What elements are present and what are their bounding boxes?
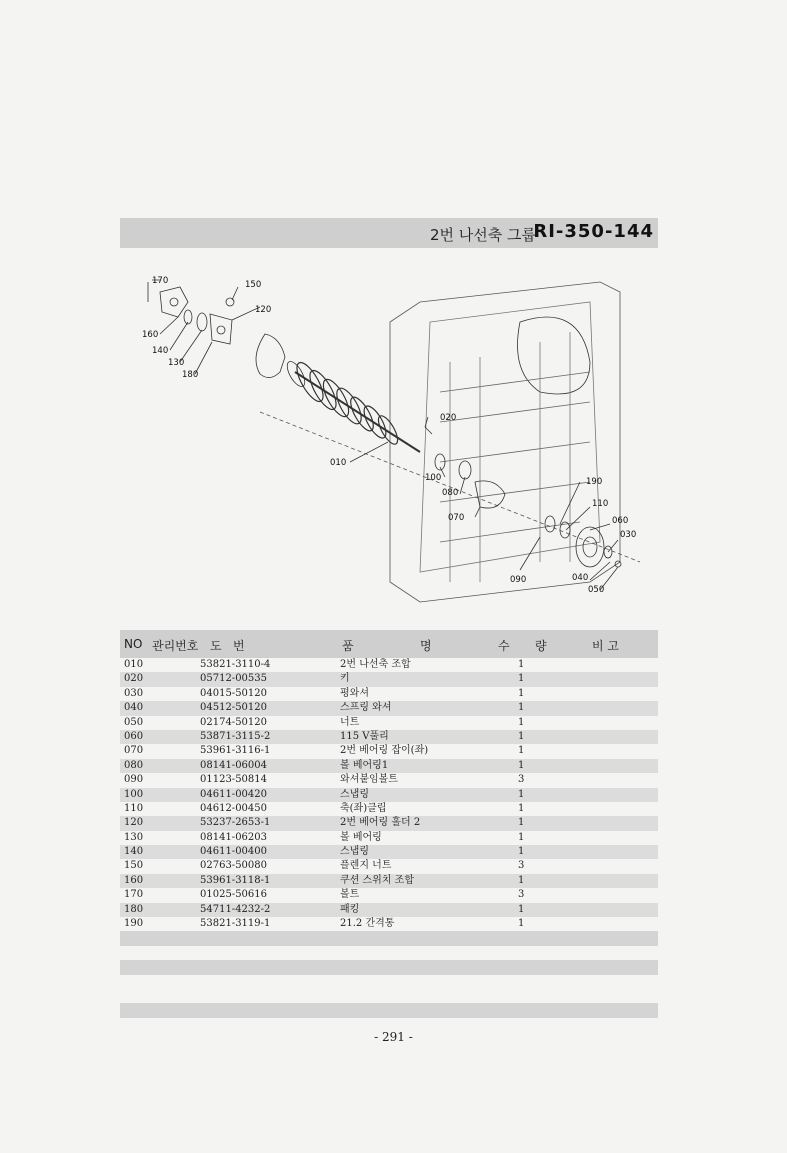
- drawing-no: 04015-50120: [200, 687, 268, 699]
- table-row: [120, 730, 658, 744]
- part-no: 030: [124, 687, 144, 699]
- table-row: [120, 701, 658, 715]
- callout-label: 190: [586, 477, 603, 487]
- drawing-no: 53237-2653-1: [200, 817, 271, 829]
- table-row: [120, 859, 658, 873]
- callout-label: 080: [442, 488, 459, 498]
- callout-label: 010: [330, 458, 347, 468]
- part-name: 볼트: [340, 889, 360, 901]
- table-row: [120, 903, 658, 917]
- table-row: [120, 687, 658, 701]
- table-row: [120, 744, 658, 758]
- page-number: - 291 -: [374, 1030, 413, 1044]
- quantity: 1: [518, 716, 525, 728]
- part-name: 플렌지 너트: [340, 860, 392, 872]
- table-row: [120, 716, 658, 730]
- table-row: [120, 874, 658, 888]
- header-remarks: 비 고: [592, 639, 619, 653]
- table-header: [120, 630, 658, 658]
- part-name: 쿠션 스위치 조합: [340, 874, 414, 886]
- quantity: 3: [518, 860, 525, 872]
- header-qty-2: 량: [535, 639, 547, 653]
- callout-label: 150: [245, 280, 262, 290]
- part-name: 평와셔: [340, 687, 369, 699]
- callout-label: 130: [168, 358, 185, 368]
- quantity: 1: [518, 659, 525, 670]
- drawing-no: 54711-4232-2: [200, 903, 271, 915]
- blank-row: [120, 946, 658, 960]
- drawing-no: 04612-00450: [200, 802, 268, 814]
- part-name: 키: [340, 673, 350, 685]
- part-name: 2번 베어링 잡이(좌): [340, 745, 429, 757]
- part-no: 100: [124, 788, 144, 800]
- callout-label: 020: [440, 413, 457, 423]
- part-name: 2번 베어링 홀더 2: [340, 817, 421, 829]
- part-name: 볼 베어링1: [340, 759, 389, 771]
- quantity: 1: [518, 788, 525, 800]
- callout-label: 160: [142, 330, 159, 340]
- blank-row: [120, 960, 658, 974]
- drawing-no: 04611-00400: [200, 846, 268, 858]
- quantity: 1: [518, 831, 525, 843]
- table-row: [120, 802, 658, 816]
- part-no: 160: [124, 874, 144, 886]
- drawing-no: 02174-50120: [200, 716, 268, 728]
- part-name: 스냅링: [340, 846, 369, 858]
- parts-table: [120, 630, 658, 1018]
- table-row: [120, 816, 658, 830]
- callout-label: 170: [152, 276, 169, 286]
- callout-label: 050: [588, 585, 605, 595]
- part-name: 볼 베어링: [340, 831, 382, 843]
- part-no: 110: [124, 802, 144, 814]
- part-name: 축(좌)클립: [340, 802, 387, 814]
- title-bar: [120, 218, 658, 248]
- part-no: 180: [124, 903, 144, 915]
- drawing-no: 53871-3115-2: [200, 730, 271, 742]
- quantity: 1: [518, 702, 525, 714]
- part-no: 140: [124, 846, 144, 858]
- part-no: 090: [124, 774, 144, 786]
- drawing-no: 53821-3110-4: [200, 659, 271, 670]
- quantity: 1: [518, 745, 525, 757]
- quantity: 1: [518, 874, 525, 886]
- callout-label: 110: [592, 499, 609, 509]
- quantity: 1: [518, 903, 525, 915]
- part-name: 패킹: [340, 903, 360, 915]
- quantity: 3: [518, 889, 525, 901]
- drawing-no: 01025-50616: [200, 889, 268, 901]
- drawing-no: 04512-50120: [200, 702, 268, 714]
- group-title: 2번 나선축 그룹: [429, 226, 536, 244]
- blank-rows: [120, 931, 658, 1017]
- header-no: NO: [124, 637, 143, 651]
- callout-label: 140: [152, 346, 169, 356]
- part-no: 040: [124, 702, 144, 714]
- callout-label: 100: [425, 473, 442, 483]
- model-code: RI-350-144: [533, 221, 654, 242]
- drawing-no: 05712-00535: [200, 673, 268, 685]
- part-name: 21.2 간격통: [340, 918, 395, 930]
- table-row: [120, 672, 658, 686]
- part-no: 120: [124, 817, 144, 829]
- drawing-no: 53961-3116-1: [200, 745, 271, 757]
- part-no: 150: [124, 860, 144, 872]
- header-qty-1: 수: [498, 639, 510, 653]
- part-name: 115 V풀리: [340, 730, 389, 742]
- blank-row: [120, 975, 658, 989]
- table-row: [120, 773, 658, 787]
- part-no: 190: [124, 918, 144, 930]
- header-drawing-no: 도 번: [210, 639, 245, 653]
- part-name: 스냅링: [340, 788, 369, 800]
- part-no: 020: [124, 673, 144, 685]
- exploded-parts-diagram: [120, 262, 658, 618]
- callout-label: 060: [612, 516, 629, 526]
- drawing-no: 53821-3119-1: [200, 918, 271, 930]
- quantity: 1: [518, 802, 525, 814]
- callout-label: 180: [182, 370, 199, 380]
- drawing-no: 02763-50080: [200, 860, 268, 872]
- drawing-no: 08141-06004: [200, 759, 268, 771]
- drawing-no: 01123-50814: [200, 774, 268, 786]
- part-name: 2번 나선축 조합: [340, 659, 411, 670]
- part-no: 130: [124, 831, 144, 843]
- part-name: 와셔붙임볼트: [340, 774, 398, 786]
- part-no: 050: [124, 716, 144, 728]
- table-row: [120, 888, 658, 902]
- table-row: [120, 658, 658, 672]
- table-row: [120, 759, 658, 773]
- table-body: [120, 658, 658, 931]
- quantity: 3: [518, 774, 525, 786]
- part-no: 010: [124, 659, 144, 670]
- callout-label: 030: [620, 530, 637, 540]
- blank-row: [120, 931, 658, 945]
- table-row: [120, 788, 658, 802]
- quantity: 1: [518, 730, 525, 742]
- header-mgmt-no: 관리번호: [152, 639, 199, 653]
- callout-label: 070: [448, 513, 465, 523]
- quantity: 1: [518, 759, 525, 771]
- part-name: 너트: [340, 716, 360, 728]
- part-no: 170: [124, 889, 144, 901]
- table-row: [120, 831, 658, 845]
- header-part-name-1: 품: [342, 639, 354, 653]
- quantity: 1: [518, 918, 525, 930]
- quantity: 1: [518, 673, 525, 685]
- blank-row: [120, 1003, 658, 1017]
- quantity: 1: [518, 817, 525, 829]
- callout-label: 040: [572, 573, 589, 583]
- table-row: [120, 917, 658, 931]
- part-no: 060: [124, 730, 144, 742]
- drawing-no: 08141-06203: [200, 831, 268, 843]
- drawing-no: 04611-00420: [200, 788, 268, 800]
- quantity: 1: [518, 687, 525, 699]
- drawing-no: 53961-3118-1: [200, 874, 271, 886]
- part-name: 스프링 와셔: [340, 702, 392, 714]
- blank-row: [120, 989, 658, 1003]
- quantity: 1: [518, 846, 525, 858]
- callout-label: 120: [255, 305, 272, 315]
- table-row: [120, 845, 658, 859]
- callout-label: 090: [510, 575, 527, 585]
- part-no: 070: [124, 745, 144, 757]
- header-part-name-2: 명: [420, 639, 432, 653]
- part-no: 080: [124, 759, 144, 771]
